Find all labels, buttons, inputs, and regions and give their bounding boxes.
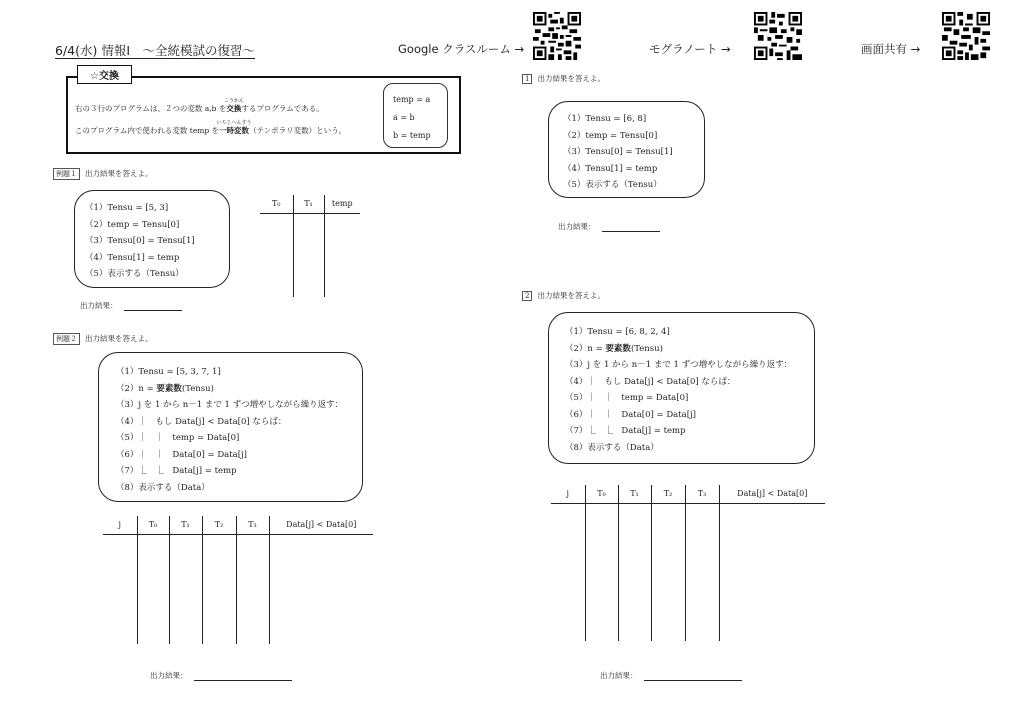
table-header: T₂	[202, 516, 236, 534]
table-cell[interactable]	[651, 503, 685, 641]
table-header: T₃	[685, 485, 719, 503]
code-line: （3）Tensu[0] = Tensu[1]	[563, 147, 673, 157]
code-line: （7）⎿ ⎿ Data[j] = temp	[116, 466, 237, 476]
output-label: 出力結果：	[80, 301, 118, 310]
code-line: （8）表示する（Data）	[565, 442, 659, 453]
code-line: （3）j を 1 から n－1 まで 1 ずつ増やしながら繰り返す：	[565, 360, 793, 370]
table-header: T₀	[137, 516, 169, 534]
example2-heading	[53, 333, 153, 345]
exchange-term-text: 交換	[226, 104, 242, 113]
table-header: j	[103, 516, 137, 534]
code-text: （2）n =	[116, 383, 157, 394]
code-line: b = temp	[393, 131, 431, 140]
code-text: （2）n =	[565, 343, 606, 354]
problem1-number: 1	[522, 74, 532, 84]
screen-share-qr-icon	[942, 12, 990, 60]
code-line: （2）temp = Tensu[0]	[563, 130, 658, 141]
table-header: T₃	[236, 516, 269, 534]
answer-blank[interactable]	[194, 669, 292, 681]
exchange-term-ruby: こうかん	[223, 98, 244, 104]
problem2-trace-table	[551, 485, 825, 641]
classroom-qr-icon	[533, 12, 581, 60]
table-cell[interactable]	[202, 534, 236, 644]
problem2-output	[600, 669, 742, 681]
table-cell[interactable]	[685, 503, 719, 641]
code-keyword: 要素数	[156, 383, 182, 394]
table-header: T₀	[260, 195, 293, 213]
table-cell[interactable]	[585, 503, 618, 641]
temporary-variable-text: 一時変数	[219, 126, 250, 135]
problem2-prompt: 出力結果を答えよ。	[537, 291, 605, 300]
table-cell[interactable]	[719, 503, 825, 641]
exchange-text: このプログラム内で使われる変数 temp を	[75, 126, 220, 135]
code-line: （4）｜ もし Data[j] < Data[0] ならば：	[116, 416, 287, 427]
code-line: （1）Tensu = [6, 8, 2, 4]	[565, 327, 670, 337]
code-line: temp = a	[393, 95, 431, 104]
example1-number: 例題１	[53, 168, 80, 180]
code-line: （4）Tensu[1] = temp	[85, 252, 180, 263]
exchange-text: （テンポラリ変数）という。	[249, 126, 347, 135]
example1-trace-table	[260, 195, 360, 297]
code-text: (Tensu)	[630, 343, 663, 354]
exchange-text: するプログラムである。	[241, 104, 324, 113]
table-header: T₁	[169, 516, 202, 534]
example1-code-box	[74, 190, 230, 288]
code-line: （7）⎿ ⎿ Data[j] = temp	[565, 426, 686, 436]
example2-number: 例題２	[53, 333, 80, 345]
temporary-variable-term	[216, 120, 252, 135]
table-cell[interactable]	[324, 213, 360, 297]
code-line: （1）Tensu = [5, 3, 7, 1]	[116, 367, 221, 377]
example2-prompt: 出力結果を答えよ。	[85, 334, 153, 343]
code-line: （5）｜ ｜ temp = Data[0]	[565, 393, 689, 403]
moguranote-qr-icon	[754, 12, 802, 60]
table-cell[interactable]	[137, 534, 169, 644]
table-cell[interactable]	[236, 534, 269, 644]
exchange-description-1	[75, 98, 324, 114]
exchange-tag: ☆交換	[77, 65, 132, 84]
code-line: （5）｜ ｜ temp = Data[0]	[116, 433, 240, 443]
code-line: a = b	[393, 113, 415, 122]
code-line: （5）表示する（Tensu）	[563, 180, 662, 190]
exchange-description-2	[75, 120, 347, 136]
screen-share-label: 画面共有 →	[861, 42, 921, 56]
moguranote-qr-code[interactable]	[754, 12, 802, 60]
exchange-term	[223, 98, 244, 113]
output-label: 出力結果：	[150, 671, 188, 680]
table-cell[interactable]	[103, 534, 137, 644]
problem1-code-box	[548, 101, 705, 198]
code-line: （6）｜ ｜ Data[0] = Data[j]	[116, 449, 247, 460]
answer-blank[interactable]	[124, 300, 182, 311]
table-header: Data[j] < Data[0]	[269, 516, 373, 534]
code-line	[565, 341, 814, 358]
code-line: （3）j を 1 から n－1 まで 1 ずつ増やしながら繰り返す：	[116, 400, 344, 410]
exchange-text: 右の３行のプログラムは、２つの変数 a,b を	[75, 104, 227, 113]
problem1-heading	[522, 73, 605, 84]
code-line: （3）Tensu[0] = Tensu[1]	[85, 236, 195, 246]
table-header: temp	[324, 195, 360, 213]
example2-code-box	[98, 352, 363, 502]
example1-prompt: 出力結果を答えよ。	[85, 169, 153, 178]
classroom-qr-code[interactable]	[533, 12, 581, 60]
example2-output	[150, 669, 292, 681]
code-line	[116, 381, 362, 398]
table-cell[interactable]	[618, 503, 651, 641]
problem1-output	[558, 221, 660, 232]
table-header: T₁	[618, 485, 651, 503]
example1-output	[80, 300, 182, 311]
code-line: （2）temp = Tensu[0]	[85, 219, 180, 230]
table-cell[interactable]	[269, 534, 373, 644]
moguranote-label: モグラノート →	[649, 42, 731, 56]
exchange-code-box	[383, 83, 448, 148]
example1-heading	[53, 168, 153, 180]
problem1-prompt: 出力結果を答えよ。	[537, 74, 605, 83]
code-line: （5）表示する（Tensu）	[85, 269, 184, 279]
temporary-variable-ruby: いちじへんすう	[216, 120, 252, 126]
code-text: (Tensu)	[181, 383, 214, 394]
code-keyword: 要素数	[605, 343, 631, 354]
table-cell[interactable]	[551, 503, 585, 641]
problem2-code-box	[548, 312, 815, 464]
table-cell[interactable]	[260, 213, 293, 297]
example2-trace-table	[103, 516, 373, 644]
page-title: 6/4(水) 情報Ⅰ ～全統模試の復習～	[55, 43, 256, 58]
screen-share-qr-code[interactable]	[942, 12, 990, 60]
answer-blank[interactable]	[602, 221, 660, 232]
table-cell[interactable]	[169, 534, 202, 644]
code-line: （4）Tensu[1] = temp	[563, 163, 658, 174]
table-header: Data[j] < Data[0]	[719, 485, 825, 503]
table-header: T₂	[651, 485, 685, 503]
table-cell[interactable]	[293, 213, 324, 297]
code-line: （8）表示する（Data）	[116, 482, 210, 493]
problem2-heading	[522, 290, 605, 301]
code-line: （4）｜ もし Data[j] < Data[0] ならば：	[565, 376, 736, 387]
code-line: （6）｜ ｜ Data[0] = Data[j]	[565, 409, 696, 420]
output-label: 出力結果：	[600, 671, 638, 680]
classroom-label: Google クラスルーム →	[398, 42, 525, 56]
problem2-number: 2	[522, 291, 532, 301]
table-header: T₀	[585, 485, 618, 503]
code-line: （1）Tensu = [6, 8]	[563, 114, 647, 124]
table-header: T₁	[293, 195, 324, 213]
answer-blank[interactable]	[644, 669, 742, 681]
table-header: j	[551, 485, 585, 503]
code-line: （1）Tensu = [5, 3]	[85, 203, 169, 213]
output-label: 出力結果：	[558, 222, 596, 231]
